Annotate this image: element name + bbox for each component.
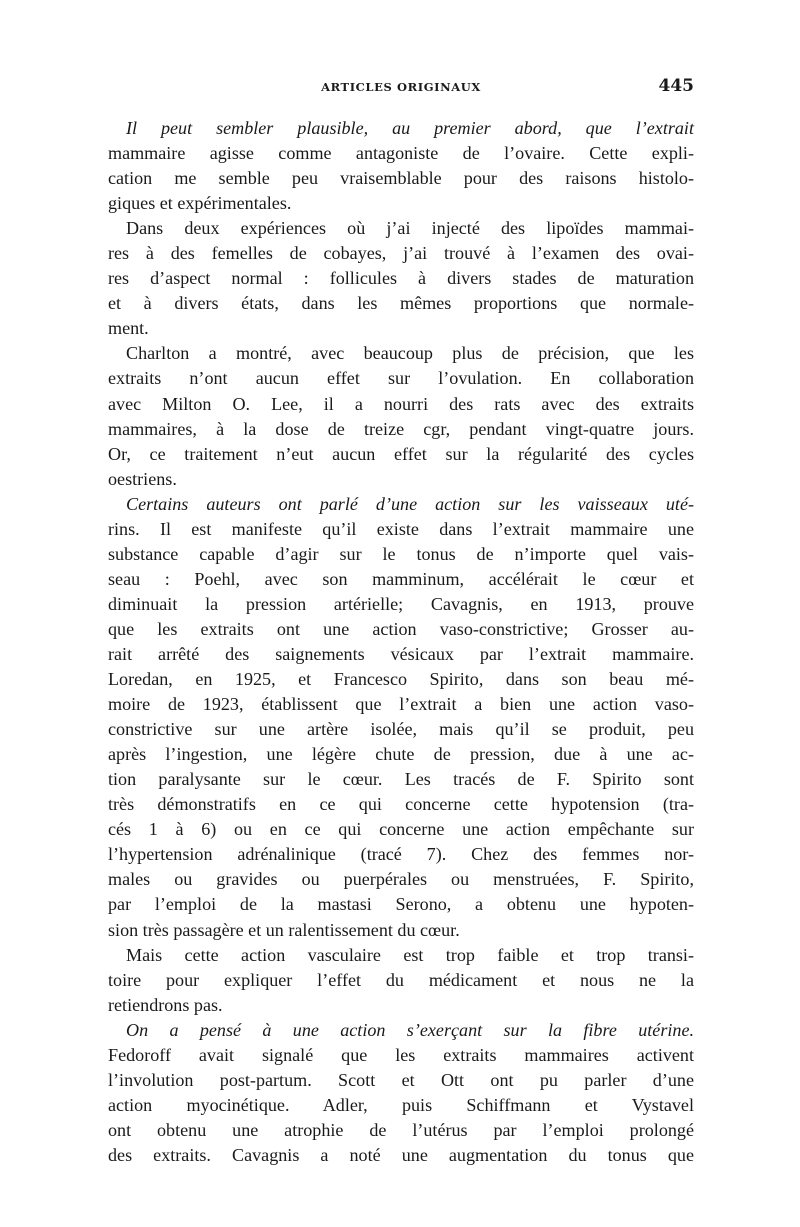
text-line: avec Milton O. Lee, il a nourri des rats avec des extraits (108, 393, 694, 414)
text-line: extraits n’ont aucun effet sur l’ovulation. En collaboration (108, 368, 694, 389)
text-line: ont obtenu une atrophie de l’utérus par l’emploi prolongé (108, 1119, 694, 1140)
text-line: diminuait la pression artérielle; Cavagnis, en 1913, prouve (108, 593, 694, 614)
text-line: mammaires, à la dose de treize cgr, pendant vingt-quatre jours. (108, 418, 694, 439)
text-line: res d’aspect normal : follicules à divers stades de maturation (108, 268, 694, 289)
text-line: après l’ingestion, une légère chute de pression, due à une ac- (108, 744, 694, 765)
text-line: giques et expérimentales. (108, 193, 292, 214)
text-line: rait arrêté des saignements vésicaux par l’extrait mammaire. (108, 643, 694, 664)
text-line: retiendrons pas. (108, 994, 223, 1015)
text-line: et à divers états, dans les mêmes proportions que normale- (108, 293, 694, 314)
text-line: Loredan, en 1925, et Francesco Spirito, dans son beau mé- (108, 669, 694, 690)
text-line: seau : Poehl, avec son mamminum, accélérait le cœur et (108, 568, 694, 589)
text-line: Mais cette action vasculaire est trop faible et trop transi- (126, 944, 694, 965)
text-line: constrictive sur une artère isolée, mais qu’il se produit, peu (108, 719, 694, 740)
page-number: 445 (658, 76, 694, 96)
text-line: sion très passagère et un ralentissement du cœur. (108, 919, 460, 940)
page-header (108, 74, 694, 102)
text-line: Certains auteurs ont parlé d’une action sur les vaisseaux uté- (126, 493, 694, 514)
text-line: rins. Il est manifeste qu’il existe dans l’extrait mammaire une (108, 518, 694, 539)
text-line: On a pensé à une action s’exerçant sur la fibre utérine. (126, 1019, 694, 1040)
text-line: Charlton a montré, avec beaucoup plus de précision, que les (126, 343, 694, 364)
text-line: tion paralysante sur le cœur. Les tracés de F. Spirito sont (108, 769, 694, 790)
text-line: que les extraits ont une action vaso-constrictive; Grosser au- (108, 618, 694, 639)
text-line: l’involution post-partum. Scott et Ott ont pu parler d’une (108, 1069, 694, 1090)
text-line: Dans deux expériences où j’ai injecté des lipoïdes mammai- (126, 218, 694, 239)
text-line: mammaire agisse comme antagoniste de l’ovaire. Cette expli- (108, 143, 694, 164)
text-line: Or, ce traitement n’eut aucun effet sur la régularité des cycles (108, 443, 694, 464)
text-line: par l’emploi de la mastasi Serono, a obtenu une hypoten- (108, 894, 694, 915)
text-line: l’hypertension adrénalinique (tracé 7). Chez des femmes nor- (108, 844, 694, 865)
article-body (108, 116, 694, 1168)
text-line: action myocinétique. Adler, puis Schiffmann et Vystavel (108, 1094, 694, 1115)
text-line: oestriens. (108, 468, 177, 489)
text-line: des extraits. Cavagnis a noté une augmentation du tonus que (108, 1144, 694, 1165)
text-line: cés 1 à 6) ou en ce qui concerne une action empêchante sur (108, 819, 694, 840)
text-line: Fedoroff avait signalé que les extraits mammaires activent (108, 1044, 694, 1065)
text-line: males ou gravides ou puerpérales ou menstruées, F. Spirito, (108, 869, 694, 890)
text-line: substance capable d’agir sur le tonus de n’importe quel vais- (108, 543, 694, 564)
text-line: moire de 1923, établissent que l’extrait a bien une action vaso- (108, 694, 694, 715)
text-line: Il peut sembler plausible, au premier abord, que l’extrait (126, 118, 694, 138)
text-line: res à des femelles de cobayes, j’ai trouvé à l’examen des ovai- (108, 243, 694, 264)
text-line: ment. (108, 318, 149, 339)
text-line: toire pour expliquer l’effet du médicament et nous ne la (108, 969, 694, 990)
text-line: cation me semble peu vraisemblable pour des raisons histolo- (108, 168, 694, 189)
text-line: très démonstratifs en ce qui concerne cette hypotension (tra- (108, 794, 694, 815)
running-title: ARTICLES ORIGINAUX (321, 80, 481, 94)
